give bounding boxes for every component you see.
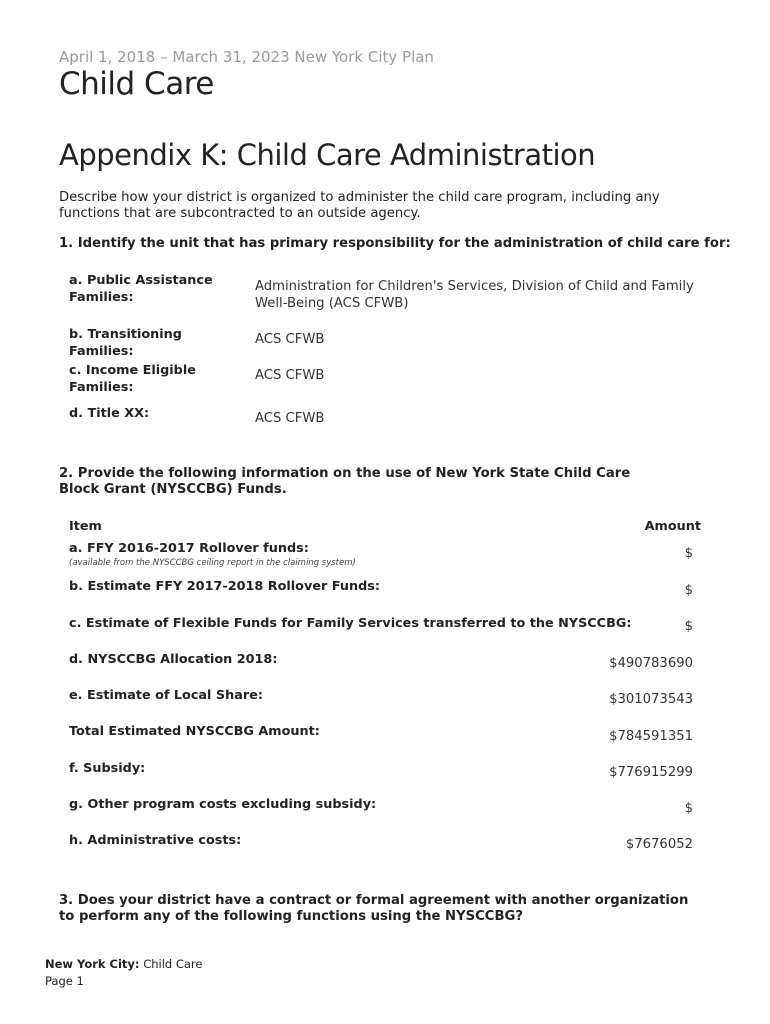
q2-rollover-note: (available from the NYSCCBG ceiling report in the claiming system) xyxy=(69,558,356,568)
q2-label-flexible-funds: c. Estimate of Flexible Funds for Family Services transferred to the NYSCCBG: xyxy=(69,616,632,631)
q1-label-public-assistance: a. Public Assistance Families: xyxy=(69,273,213,305)
appendix-intro: Describe how your district is organized to administer the child care program, including any functions that are subcontracted to an outside agency. xyxy=(59,190,660,221)
q2-label-allocation: d. NYSCCBG Allocation 2018: xyxy=(69,652,278,667)
question-3-heading: 3. Does your district have a contract or formal agreement with another organization to perform any of the following functions using the NYSCCBG? xyxy=(59,893,689,924)
question-2-heading: 2. Provide the following information on the use of New York State Child Care Block Grant (NYSCCBG) Funds. xyxy=(59,466,631,497)
column-header-amount: Amount xyxy=(644,519,701,534)
document-title: Child Care xyxy=(59,66,214,102)
q2-amount-total: $784591351 xyxy=(609,729,693,744)
q2-amount-rollover-2016: $ xyxy=(684,546,693,561)
q1-label-income-eligible: c. Income Eligible Families: xyxy=(69,363,196,395)
q2-amount-other-costs: $ xyxy=(684,801,693,816)
footer-city-label: New York City: xyxy=(45,957,140,971)
q2-label-rollover-2016: a. FFY 2016-2017 Rollover funds: xyxy=(69,541,309,556)
q1-value-title-xx: ACS CFWB xyxy=(255,411,325,426)
q1-value-public-assistance: Administration for Children's Services, Division of Child and Family Well-Being (ACS CFWB) xyxy=(255,279,694,311)
appendix-title: Appendix K: Child Care Administration xyxy=(59,138,596,172)
q2-label-subsidy: f. Subsidy: xyxy=(69,761,146,776)
q2-amount-flexible-funds: $ xyxy=(684,619,693,634)
q2-amount-rollover-2017: $ xyxy=(684,583,693,598)
footer-city-line xyxy=(45,957,202,971)
column-header-item: Item xyxy=(69,519,102,534)
footer-page-number: Page 1 xyxy=(45,974,84,988)
q1-label-transitioning: b. Transitioning Families: xyxy=(69,327,182,359)
q2-label-other-costs: g. Other program costs excluding subsidy: xyxy=(69,797,377,812)
q1-value-income-eligible: ACS CFWB xyxy=(255,368,325,383)
q2-label-total: Total Estimated NYSCCBG Amount: xyxy=(69,724,320,739)
q1-value-transitioning: ACS CFWB xyxy=(255,332,325,347)
q2-amount-admin-costs: $7676052 xyxy=(625,837,693,852)
footer-city-value: Child Care xyxy=(143,957,203,971)
plan-period-line: April 1, 2018 – March 31, 2023 New York City Plan xyxy=(59,48,434,66)
q2-label-rollover-2017: b. Estimate FFY 2017-2018 Rollover Funds: xyxy=(69,579,380,594)
q2-amount-local-share: $301073543 xyxy=(609,692,693,707)
question-1-heading: 1. Identify the unit that has primary responsibility for the administration of child care for: xyxy=(59,236,731,251)
q1-label-title-xx: d. Title XX: xyxy=(69,406,150,421)
q2-amount-subsidy: $776915299 xyxy=(609,765,693,780)
q2-label-local-share: e. Estimate of Local Share: xyxy=(69,688,263,703)
q2-amount-allocation: $490783690 xyxy=(609,656,693,671)
q2-label-admin-costs: h. Administrative costs: xyxy=(69,833,242,848)
